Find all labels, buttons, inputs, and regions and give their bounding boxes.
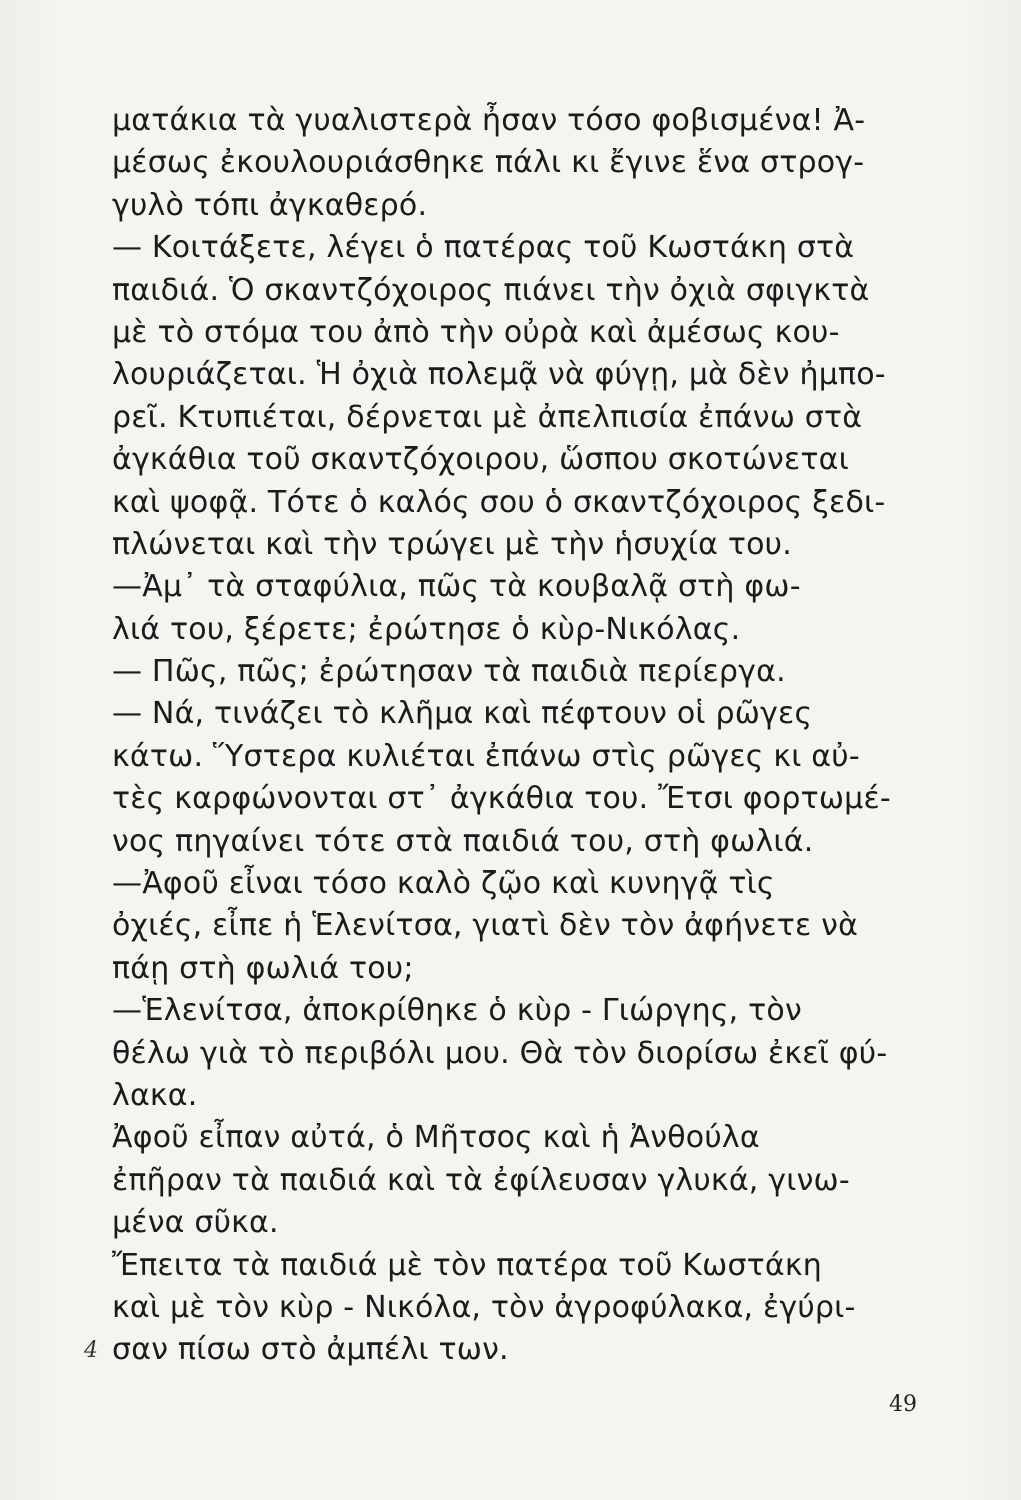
- text-line: κάτω. Ὕστερα κυλιέται ἐπάνω στὶς ρῶγες κι αὐ-: [112, 738, 860, 774]
- text-line: — Κοιτάξετε, λέγει ὁ πατέρας τοῦ Κωστάκη στὰ: [112, 230, 855, 266]
- text-line: — Πῶς, πῶς; ἐρώτησαν τὰ παιδιὰ περίεργα.: [112, 654, 786, 690]
- text-line: πλώνεται καὶ τὴν τρώγει μὲ τὴν ἡσυχία του.: [112, 526, 792, 562]
- text-line: καὶ ψοφᾷ. Τότε ὁ καλός σου ὁ σκαντζόχοιρος ξεδι-: [112, 484, 886, 520]
- page-number: 49: [889, 1392, 917, 1417]
- text-line: παιδιά. Ὁ σκαντζόχοιρος πιάνει τὴν ὀχιὰ σφιγκτὰ: [112, 272, 870, 308]
- text-line: γυλὸ τόπι ἀγκαθερό.: [112, 187, 428, 223]
- text-line: καὶ μὲ τὸν κὺρ - Νικόλα, τὸν ἀγροφύλακα, ἐγύρι-: [112, 1289, 856, 1325]
- text-line: σαν πίσω στὸ ἀμπέλι των.: [112, 1332, 509, 1368]
- text-line: μένα σῦκα.: [112, 1205, 279, 1241]
- text-line: —Ἀφοῦ εἶναι τόσο καλὸ ζῷο καὶ κυνηγᾷ τὶς: [112, 866, 775, 902]
- text-line: —Ἀμ᾽ τὰ σταφύλια, πῶς τὰ κουβαλᾷ στὴ φω-: [112, 569, 801, 605]
- text-line: λιά του, ξέρετε; ἐρώτησε ὁ κὺρ-Νικόλας.: [112, 611, 741, 647]
- text-line: — Νά, τινάζει τὸ κλῆμα καὶ πέφτουν οἱ ρῶγες: [112, 696, 813, 732]
- text-line: ὀχιές, εἶπε ἡ Ἑλενίτσα, γιατὶ δὲν τὸν ἀφήνετε νὰ: [112, 908, 859, 944]
- text-line: Ἔπειτα τὰ παιδιά μὲ τὸν πατέρα τοῦ Κωστάκη: [112, 1247, 823, 1283]
- text-line: Ἀφοῦ εἶπαν αὐτά, ὁ Μῆτσος καὶ ἡ Ἀνθούλα: [112, 1120, 760, 1156]
- text-line: πάῃ στὴ φωλιά του;: [112, 950, 414, 986]
- text-line: θέλω γιὰ τὸ περιβόλι μου. Θὰ τὸν διορίσω ἐκεῖ φύ-: [112, 1035, 888, 1071]
- text-line: λουριάζεται. Ἡ ὀχιὰ πολεμᾷ νὰ φύγῃ, μὰ δὲν ἠμπο-: [112, 357, 886, 393]
- text-line: τὲς καρφώνονται στ᾽ ἀγκάθια του. Ἔτσι φορτωμέ-: [112, 781, 891, 817]
- text-line: ρεῖ. Κτυπιέται, δέρνεται μὲ ἀπελπισία ἐπάνω στὰ: [112, 399, 863, 435]
- text-line: νος πηγαίνει τότε στὰ παιδιά του, στὴ φωλιά.: [112, 823, 814, 859]
- text-line: μέσως ἐκουλουριάσθηκε πάλι κι ἔγινε ἕνα στρογ-: [112, 145, 865, 181]
- text-line: ἀγκάθια τοῦ σκαντζόχοιρου, ὥσπου σκοτώνεται: [112, 442, 849, 478]
- text-line: μὲ τὸ στόμα του ἀπὸ τὴν οὐρὰ καὶ ἀμέσως κου-: [112, 314, 840, 350]
- signature-mark: 4: [84, 1338, 98, 1363]
- text-line: λακα.: [112, 1077, 198, 1113]
- text-line: ματάκια τὰ γυαλιστερὰ ἦσαν τόσο φοβισμένα! Ἀ-: [112, 103, 866, 138]
- text-line: —Ἑλενίτσα, ἀποκρίθηκε ὁ κὺρ - Γιώργης, τὸν: [112, 993, 802, 1029]
- text-line: ἐπῆραν τὰ παιδιά καὶ τὰ ἐφίλευσαν γλυκά, γινω-: [112, 1162, 850, 1198]
- body-text: [112, 100, 912, 1372]
